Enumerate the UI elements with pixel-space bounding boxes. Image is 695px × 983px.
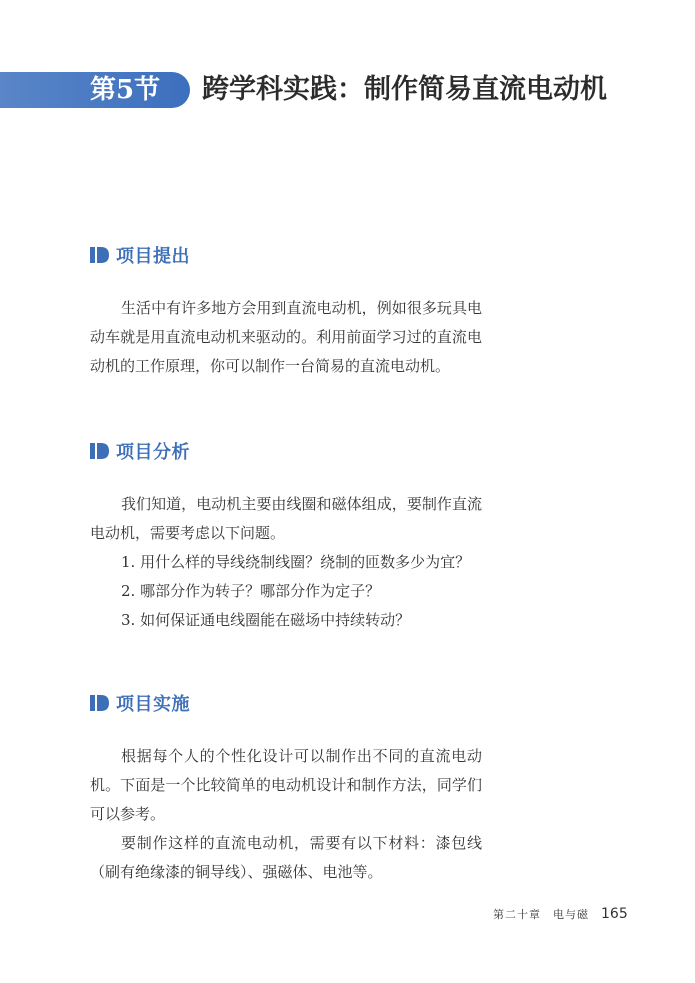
subheading-project-implementation bbox=[90, 691, 190, 715]
subheading-label: 项目实施 bbox=[116, 694, 190, 715]
section-number: 第5节 bbox=[90, 75, 161, 105]
section-body-analysis bbox=[90, 490, 482, 635]
subheading-label: 项目分析 bbox=[116, 442, 190, 463]
section-tab bbox=[0, 72, 190, 108]
page-number: 165 bbox=[601, 906, 628, 922]
paragraph: 我们知道，电动机主要由线圈和磁体组成，要制作直流电动机，需要考虑以下问题。 bbox=[90, 495, 482, 542]
page-footer bbox=[493, 906, 628, 922]
play-marker-icon bbox=[90, 442, 110, 460]
subheading-project-proposal bbox=[90, 243, 190, 267]
paragraph: 生活中有许多地方会用到直流电动机，例如很多玩具电动车就是用直流电动机来驱动的。利用前面学习过的直流电动机的工作原理，你可以制作一台简易的直流电动机。 bbox=[90, 299, 482, 375]
paragraph: 要制作这样的直流电动机，需要有以下材料：漆包线（刷有绝缘漆的铜导线）、强磁体、电池等。 bbox=[90, 834, 482, 881]
section-body-proposal bbox=[90, 294, 482, 381]
footer-chapter: 第二十章 电与磁 bbox=[493, 908, 589, 921]
section-title: 跨学科实践：制作简易直流电动机 bbox=[202, 74, 607, 105]
paragraph: 根据每个人的个性化设计可以制作出不同的直流电动机。下面是一个比较简单的电动机设计和制作方法，同学们可以参考。 bbox=[90, 747, 482, 823]
list-item: 2. 哪部分作为转子？哪部分作为定子？ bbox=[121, 582, 381, 600]
play-marker-icon bbox=[90, 246, 110, 264]
play-marker-icon bbox=[90, 694, 110, 712]
list-item: 1. 用什么样的导线绕制线圈？绕制的匝数多少为宜？ bbox=[121, 553, 471, 571]
subheading-project-analysis bbox=[90, 439, 190, 463]
list-item: 3. 如何保证通电线圈能在磁场中持续转动？ bbox=[121, 611, 411, 629]
subheading-label: 项目提出 bbox=[116, 246, 190, 267]
section-body-implementation bbox=[90, 742, 482, 887]
